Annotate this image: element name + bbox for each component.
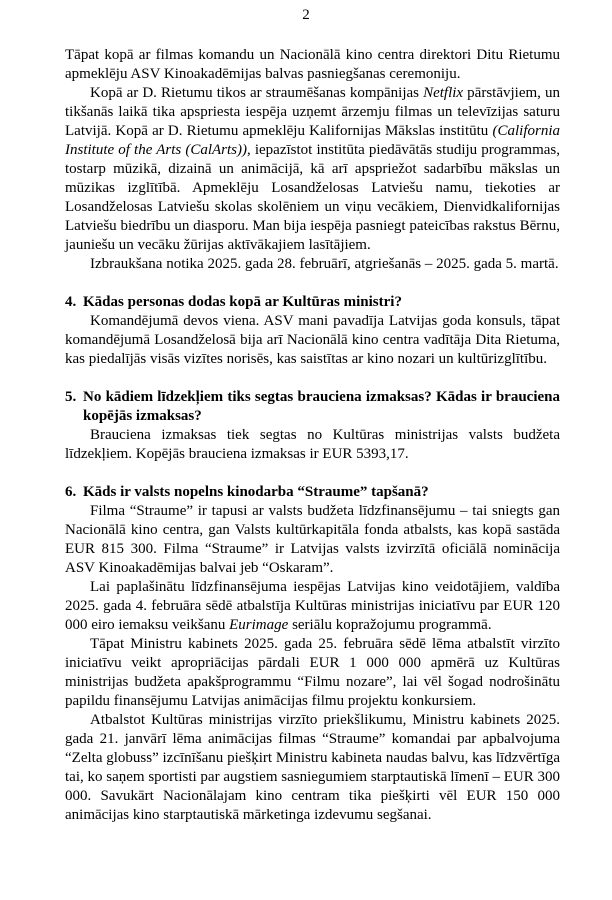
calarts-name: (California Institute of the Arts (CalArts)) [65, 123, 560, 158]
answer-6-paragraph-2 [65, 578, 560, 635]
netflix-paragraph-text-1: Kopā ar D. Rietumu tikos ar straumēšanas kompānijas [90, 85, 424, 101]
netflix-name: Netflix [423, 85, 464, 101]
question-4-text: Kādas personas dodas kopā ar Kultūras ministri? [83, 294, 402, 310]
answer-6-paragraph-4: Atbalstot Kultūras ministrijas virzīto priekšlikumu, Ministru kabinets 2025. gada 21. janvārī lēma animācijas filmas “Straume” komandai par apbalvojuma “Zelta globuss” izcīnīšanu piešķirt Ministru kabineta naudas balvu, kas līdzvērtīga tai, ko saņem sportisti par augstiem sasniegumiem starptautiskā līmenī – EUR 300 000. Savukārt Nacionālajam kino centram tika piešķirti vēl EUR 150 000 animācijas kino starptautiskā mārketinga izdevumu segšanai. [65, 712, 560, 823]
netflix-paragraph [65, 84, 560, 255]
netflix-paragraph-text-2: pārstāvjiem, un tikšanās laikā tika apspriesta iespēja uzņemt ārzemju filmas un televīzijas saturu Latvijā. Kopā ar D. Rietumu apmeklēju Kalifornijas Mākslas institūtu [65, 85, 560, 139]
dates-paragraph: Izbraukšana notika 2025. gada 28. februārī, atgriešanās – 2025. gada 5. martā. [90, 256, 559, 272]
intro-paragraph: Tāpat kopā ar filmas komandu un Nacionālā kino centra direktori Ditu Rietumu apmeklēju ASV Kinoakadēmijas balvas pasniegšanas ceremoniju. [65, 47, 560, 82]
answer-6-paragraph-1: Filma “Straume” ir tapusi ar valsts budžeta līdzfinansējumu – tai sniegts gan Nacionālā kino centra, gan Valsts kultūrkapitāla fonda atbalsts, kas kopā sastāda EUR 815 300. Filma “Straume” ir Latvijas valsts izvirzītā oficiālā nominācija ASV Kinoakadēmijas balvai jeb “Oskaram”. [65, 503, 560, 576]
answer-6-paragraph-2-text-2: seriālu kopražojumu programmā. [288, 617, 492, 633]
netflix-paragraph-text-3: , iepazīstot institūta piedāvātās studiju programmas, tostarp mūzikā, dizainā un animācijā, kā arī apspriežot sadarbību mākslas un mūzikas izglītībā. Apmeklēju Losandželosas Latviešu namu, tiekoties ar Losandželosas Latviešu skolas skolēniem un viņu vecākiem, Dienvidkalifornijas Latviešu biedrību un diasporu. Man bija iespēja pasniegt pateicības rakstus Bērnu, jauniešu un vecāku žūrijas aktīvākajiem lasītājiem. [65, 142, 560, 253]
answer-5: Brauciena izmaksas tiek segtas no Kultūras ministrijas valsts budžeta līdzekļiem. Kopējās brauciena izmaksas ir EUR 5393,17. [65, 427, 560, 462]
eurimage-name: Eurimage [229, 617, 289, 633]
question-4-number: 4. [65, 294, 77, 310]
page-number: 2 [302, 7, 310, 23]
answer-4: Komandējumā devos viena. ASV mani pavadīja Latvijas goda konsuls, tāpat komandējumā Losandželosā bija arī Nacionālā kino centra vadītāja Dita Rietuma, kas piedalījās visās vizītes norisēs, kas saistītas ar kino nozari un kultūrizglītību. [65, 313, 560, 367]
question-6-number: 6. [65, 484, 77, 500]
question-6-text: Kāds ir valsts nopelns kinodarba “Straume” tapšanā? [83, 484, 429, 500]
answer-6-paragraph-3: Tāpat Ministru kabinets 2025. gada 25. februāra sēdē lēma atbalstīt virzīto iniciatīvu veikt apropriācijas pārdali EUR 1 000 000 apmērā uz Kultūras ministrijas budžeta apakšprogrammu “Filmu nozare”, lai vēl šogad nodrošinātu papildu finansējumu Latvijas animācijas filmu projektu konkursiem. [65, 636, 560, 709]
question-5-number: 5. [65, 389, 77, 405]
question-6 [65, 483, 560, 502]
answer-6-paragraph-2-text-1: Lai paplašinātu līdzfinansējuma iespējas Latvijas kino veidotājiem, valdība 2025. gada 4. februāra sēdē atbalstīja Kultūras ministrijas iniciatīvu par EUR 120 000 eiro iemaksu veikšanu [65, 579, 560, 633]
question-5 [65, 388, 560, 426]
question-5-text: No kādiem līdzekļiem tiks segtas brauciena izmaksas? Kādas ir brauciena kopējās izmaksas? [83, 389, 560, 424]
question-4 [65, 293, 560, 312]
document-body [65, 46, 560, 825]
